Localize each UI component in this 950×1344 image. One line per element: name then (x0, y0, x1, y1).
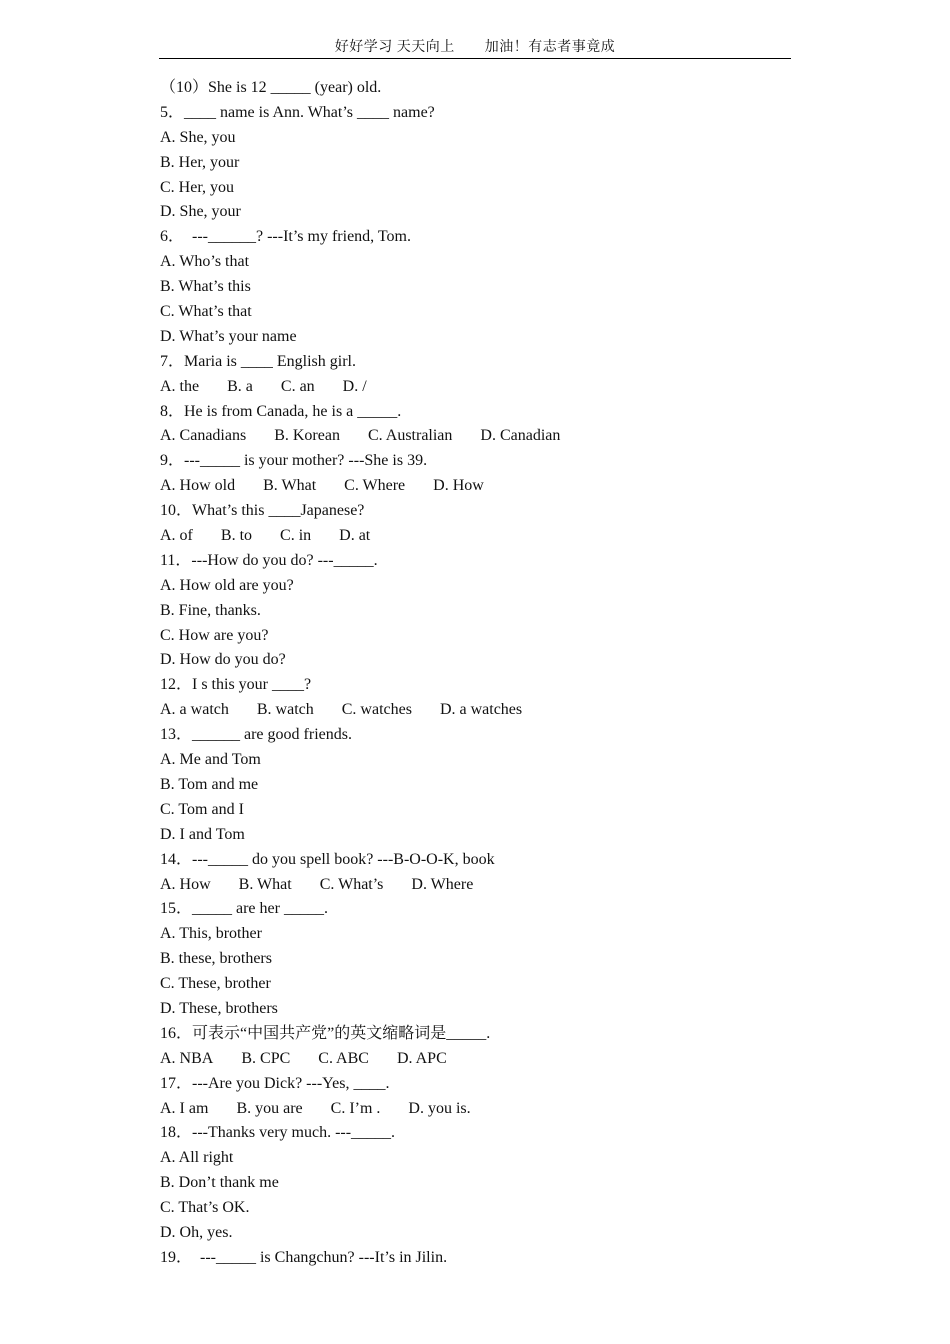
option-choice: D. APC (396, 1049, 447, 1067)
answer-option: A. Who’s that (160, 253, 250, 271)
option-choice: B. to (220, 527, 253, 545)
option-choice: C. Australian (367, 427, 453, 445)
option-choice: B. a (227, 377, 253, 395)
option-choice: A. NBA (160, 1049, 214, 1067)
options-row (160, 524, 800, 549)
question-text: 5．____ name is Ann. What’s ____ name? (160, 103, 435, 121)
question-text: 7．Maria is ____ English girl. (160, 352, 356, 370)
option-choice: C. I’m . (330, 1099, 381, 1117)
option-choice: C. an (280, 377, 315, 395)
option-choice: A. the (160, 377, 200, 395)
option-choice: C. ABC (318, 1049, 369, 1067)
question-list (160, 76, 800, 1271)
options-row (160, 424, 800, 449)
question-text: 6． ---______? ---It’s my friend, Tom. (160, 228, 411, 246)
option-choice: A. Canadians (160, 427, 247, 445)
answer-option: D. She, your (160, 203, 241, 221)
answer-option: B. these, brothers (160, 950, 272, 968)
answer-option: A. All right (160, 1149, 234, 1167)
option-choice: A. How (160, 875, 211, 893)
option-choice: D. a watches (439, 701, 523, 719)
option-choice: B. CPC (241, 1049, 291, 1067)
question-text: 16．可表示“中国共产党”的英文缩略词是_____. (160, 1024, 491, 1042)
header-motto-left: 好好学习 天天向上 (334, 40, 455, 55)
option-choice: C. Where (344, 477, 406, 495)
option-choice: A. of (160, 527, 193, 545)
question-text: 10．What’s this ____Japanese? (160, 502, 365, 520)
option-choice: A. How old (160, 477, 236, 495)
option-choice: C. in (280, 527, 312, 545)
options-row (160, 474, 800, 499)
answer-option: D. What’s your name (160, 327, 297, 345)
answer-option: B. What’s this (160, 278, 251, 296)
option-choice: D. at (339, 527, 371, 545)
answer-option: B. Her, your (160, 153, 240, 171)
answer-option: A. How old are you? (160, 576, 294, 594)
answer-option: C. These, brother (160, 975, 271, 993)
answer-option: A. She, you (160, 128, 236, 146)
question-text: 15．_____ are her _____. (160, 900, 328, 918)
option-choice: D. How (433, 477, 484, 495)
question-text: 12．I s this your ____? (160, 676, 312, 694)
option-choice: B. Korean (274, 427, 340, 445)
answer-option: C. Her, you (160, 178, 235, 196)
header-motto-right: 加油！有志者事竟成 (484, 40, 616, 55)
question-text: 8．He is from Canada, he is a _____. (160, 402, 402, 420)
question-text: 17．---Are you Dick? ---Yes, ____. (160, 1074, 390, 1092)
option-choice: D. Canadian (480, 427, 561, 445)
options-row (160, 375, 800, 400)
option-choice: C. What’s (319, 875, 384, 893)
answer-option: D. These, brothers (160, 999, 278, 1017)
option-choice: A. a watch (160, 701, 229, 719)
question-text: （10）She is 12 _____ (year) old. (160, 79, 382, 96)
question-text: 11．---How do you do? ---_____. (160, 551, 378, 569)
answer-option: B. Don’t thank me (160, 1174, 279, 1192)
answer-option: B. Fine, thanks. (160, 601, 261, 619)
question-text: 19． ---_____ is Changchun? ---It’s in Jilin. (160, 1248, 448, 1266)
options-row (160, 873, 800, 898)
answer-option: C. Tom and I (160, 800, 244, 818)
answer-option: C. How are you? (160, 626, 269, 644)
answer-option: C. What’s that (160, 303, 252, 321)
question-text: 9．---_____ is your mother? ---She is 39. (160, 452, 428, 470)
options-row (160, 1097, 800, 1122)
option-choice: B. What (238, 875, 292, 893)
answer-option: D. I and Tom (160, 825, 245, 843)
answer-option: B. Tom and me (160, 775, 259, 793)
options-row (160, 698, 800, 723)
answer-option: D. Oh, yes. (160, 1223, 233, 1241)
option-choice: B. you are (236, 1099, 303, 1117)
question-text: 18．---Thanks very much. ---_____. (160, 1124, 396, 1142)
answer-option: C. That’s OK. (160, 1199, 250, 1217)
option-choice: A. I am (160, 1099, 209, 1117)
option-choice: B. watch (256, 701, 314, 719)
option-choice: D. you is. (408, 1099, 471, 1117)
option-choice: B. What (263, 477, 317, 495)
answer-option: A. This, brother (160, 925, 262, 943)
option-choice: D. / (342, 377, 367, 395)
page-header (159, 38, 791, 59)
answer-option: A. Me and Tom (160, 751, 261, 769)
option-choice: D. Where (411, 875, 474, 893)
question-text: 13．______ are good friends. (160, 726, 352, 744)
answer-option: D. How do you do? (160, 651, 286, 669)
option-choice: C. watches (341, 701, 412, 719)
options-row (160, 1047, 800, 1072)
question-text: 14．---_____ do you spell book? ---B-O-O-K, book (160, 850, 495, 868)
